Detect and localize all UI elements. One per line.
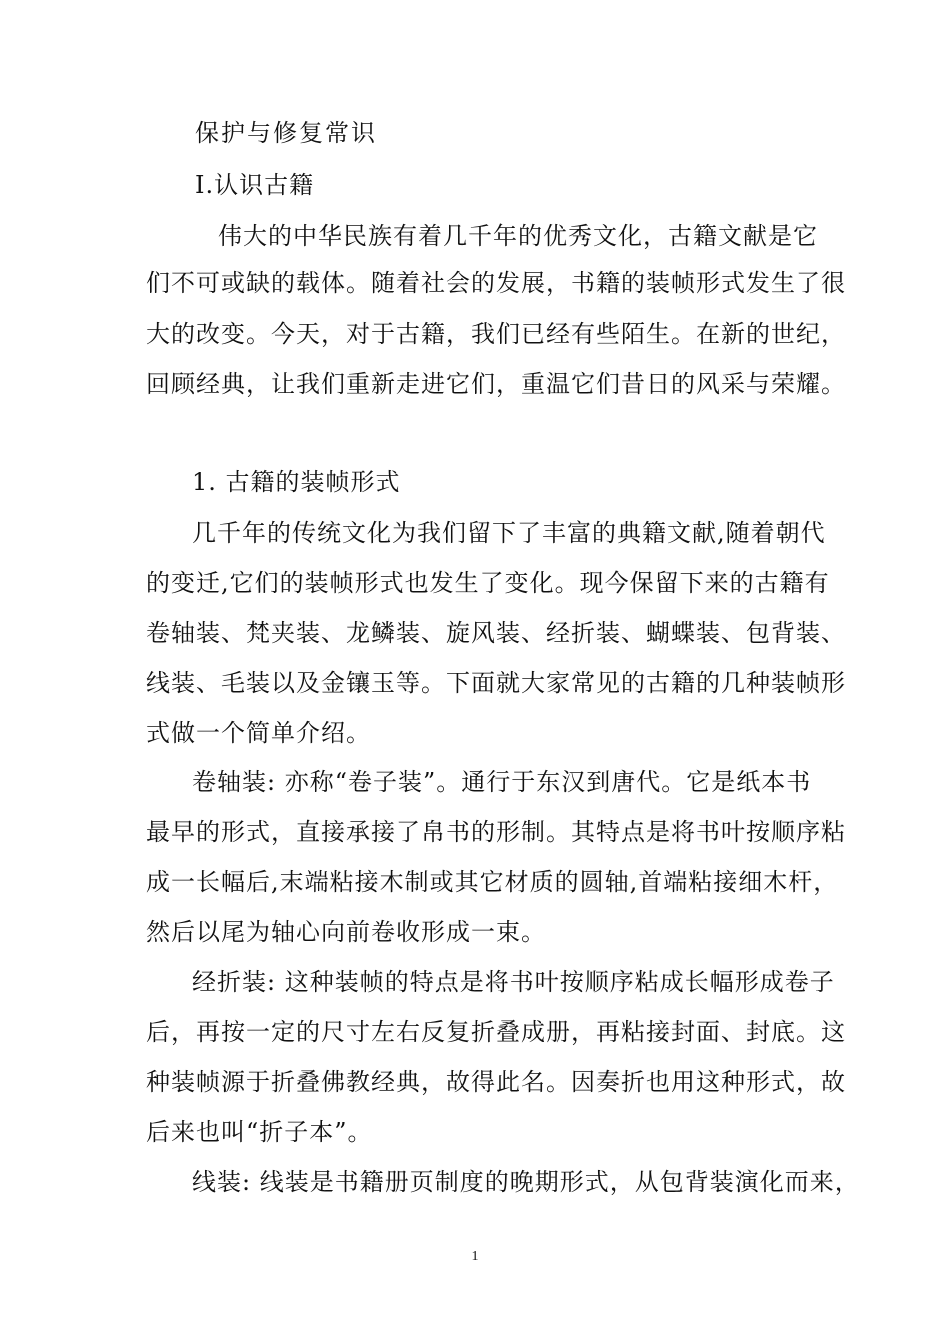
paragraph-line: 们不可或缺的载体。随着社会的发展，书籍的装帧形式发生了很 xyxy=(146,269,846,297)
paragraph-line: 伟大的中华民族有着几千年的优秀文化，古籍文献是它 xyxy=(218,222,818,250)
paragraph-line: 卷轴装、梵夹装、龙鳞装、旋风装、经折装、蝴蝶装、包背装、 xyxy=(146,619,846,647)
section-heading: Ⅰ.认识古籍 xyxy=(195,171,315,199)
paragraph-line: 经折装: 这种装帧的特点是将书叶按顺序粘成长幅形成卷子 xyxy=(192,968,835,996)
paragraph-line: 卷轴装: 亦称“卷子装”。通行于东汉到唐代。它是纸本书 xyxy=(192,768,812,796)
paragraph-line: 线装: 线装是书籍册页制度的晚期形式，从包背装演化而来， xyxy=(192,1168,860,1196)
paragraph-line: 几千年的传统文化为我们留下了丰富的典籍文献,随着朝代 xyxy=(192,519,826,547)
page-number: 1 xyxy=(471,1249,479,1264)
paragraph-line: 然后以尾为轴心向前卷收形成一束。 xyxy=(146,918,546,946)
paragraph-line: 线装、毛装以及金镶玉等。下面就大家常见的古籍的几种装帧形 xyxy=(146,669,846,697)
paragraph-line: 后，再按一定的尺寸左右反复折叠成册，再粘接封面、封底。这 xyxy=(146,1018,846,1046)
paragraph-line: 回顾经典，让我们重新走进它们，重温它们昔日的风采与荣耀。 xyxy=(146,370,846,398)
paragraph-line: 最早的形式，直接承接了帛书的形制。其特点是将书叶按顺序粘 xyxy=(146,818,846,846)
document-title: 保护与修复常识 xyxy=(195,119,377,147)
paragraph-line: 式做一个简单介绍。 xyxy=(146,719,371,747)
paragraph-line: 大的改变。今天，对于古籍，我们已经有些陌生。在新的世纪， xyxy=(146,320,846,348)
paragraph-line: 的变迁,它们的装帧形式也发生了变化。现今保留下来的古籍有 xyxy=(146,569,830,597)
subsection-heading: 1. 古籍的装帧形式 xyxy=(192,468,401,496)
paragraph-line: 后来也叫“折子本”。 xyxy=(146,1118,373,1146)
paragraph-line: 成一长幅后,末端粘接木制或其它材质的圆轴,首端粘接细木杆， xyxy=(146,868,839,896)
paragraph-line: 种装帧源于折叠佛教经典，故得此名。因奏折也用这种形式，故 xyxy=(146,1068,846,1096)
